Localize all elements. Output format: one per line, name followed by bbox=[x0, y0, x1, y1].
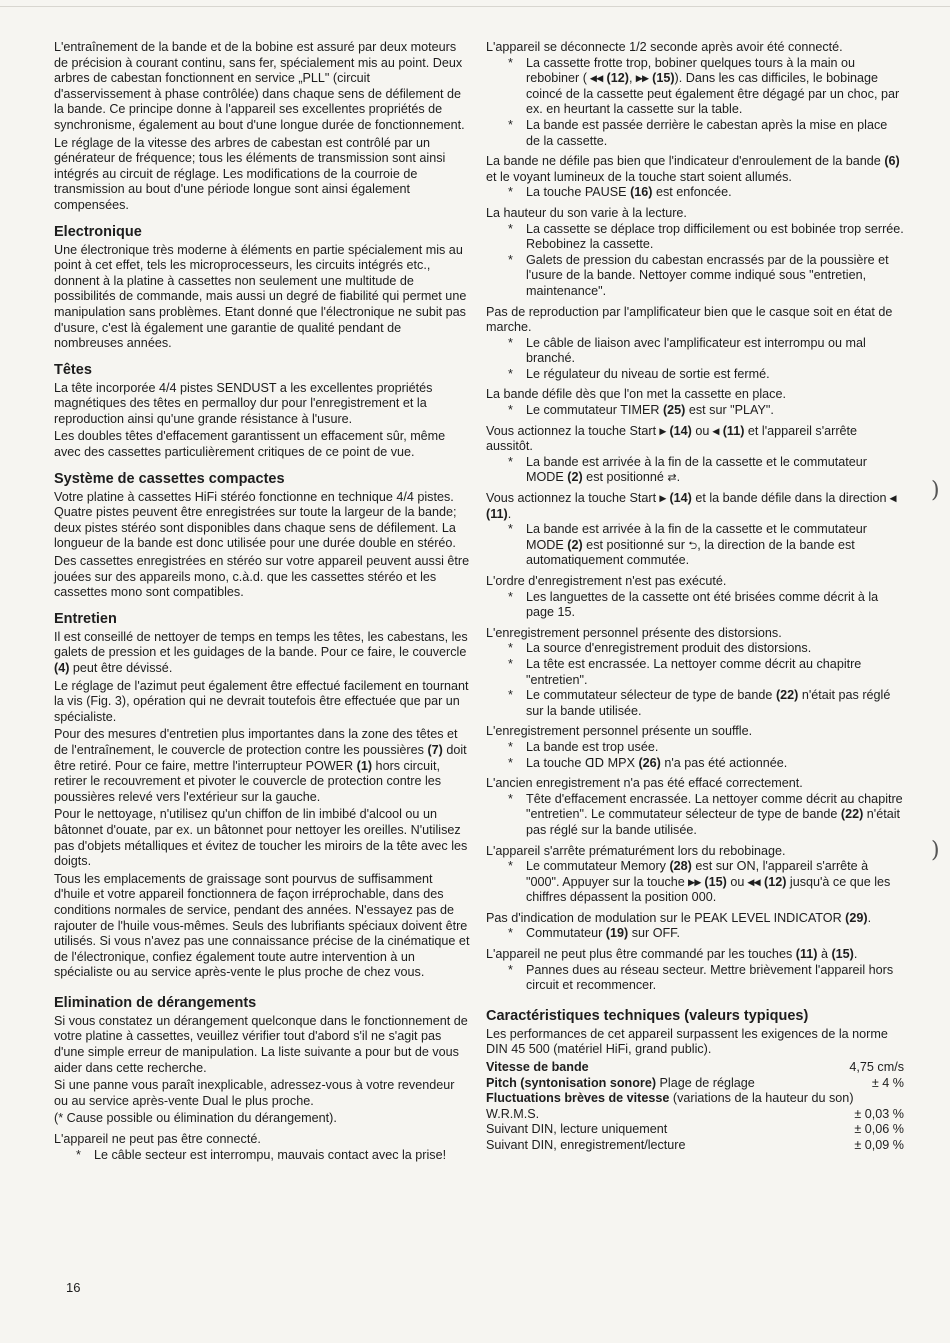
entretien-text: Le réglage de l'azimut peut également être effectué facilement en tournant la vis (Fig. 3), opération qui ne devrait toutefois être effectuée que par un spécialiste. bbox=[54, 678, 469, 724]
binding-mark: ) bbox=[931, 478, 940, 503]
play-reverse-icon: ◂ bbox=[712, 423, 720, 438]
entretien-text: Pour le nettoyage, n'utilisez qu'un chiffon de lin imbibé d'alcool ou un bâtonnet d'ouate, par ex. un bâtonnet pour nettoyer les oreilles. N'utilisez pas d'objets métalliques et évitez de toucher les miroirs de la tête avec les doigts. bbox=[54, 807, 468, 869]
trouble-bullet: * La bande est arrivée à la fin de la cassette et le commutateur MODE (2) est positionné sur ⮌, la direction de la bande est automatiquement commutée. bbox=[486, 522, 904, 569]
trouble-lead: L'appareil se déconnecte 1/2 seconde après avoir été connecté. bbox=[486, 40, 843, 54]
elimination-text: Si une panne vous paraît inexplicable, adressez-vous à votre revendeur ou au service après-vente Dual le plus proche. bbox=[54, 1078, 455, 1108]
trouble-bullet: * La bande est arrivée à la fin de la cassette et le commutateur MODE (2) est positionné ⇄. bbox=[486, 455, 904, 486]
spec-row: Fluctuations brèves de vitesse (variations de la hauteur du son) bbox=[486, 1091, 854, 1106]
entretien-text: Pour des mesures d'entretien plus importantes dans la zone des têtes et de l'entraînement, le couvercle de protection contre les poussières (7) doit être retiré. Pour ce faire, mettre l'interrupteur POWER (1) hors circuit, retirer le recouvrement et pivoter le couvercle de protection contre les poussières relevé vers l'extérieur sur la gauche. bbox=[54, 727, 467, 804]
spec-row: Vitesse de bande 4,75 cm/s bbox=[486, 1060, 904, 1075]
binding-mark: ) bbox=[931, 838, 940, 863]
rewind-icon: ◂◂ bbox=[747, 874, 761, 889]
trouble-bullet: * La bande est trop usée. bbox=[486, 740, 904, 756]
trouble-bullet: * La cassette se déplace trop difficilement ou est bobinée trop serrée. Rebobinez la cassette. bbox=[486, 222, 904, 253]
trouble-bullet: * Tête d'effacement encrassée. La nettoyer comme décrit au chapitre "entretien". Le commutateur sélecteur de type de bande (22) n'était pas réglé sur la bande utilisée. bbox=[486, 792, 904, 839]
intro-paragraph: Le réglage de la vitesse des arbres de cabestan est contrôlé par un générateur de fréquence; tous les éléments de transmission sont ainsi intégrés au circuit de réglage. Les modifications de la courroie de transmission au bout d'une période longue sont ainsi également compensées. bbox=[54, 135, 446, 212]
trouble-lead: La bande ne défile pas bien que l'indicateur d'enroulement de la bande (6) et le voyant lumineux de la touche start soient allumés. bbox=[486, 154, 900, 184]
trouble-lead: La bande défile dès que l'on met la cassette en place. bbox=[486, 387, 786, 402]
trouble-lead: Vous actionnez la touche Start ▸ (14) ou ◂ (11) et l'appareil s'arrête aussitôt. bbox=[486, 423, 858, 454]
tetes-text: Les doubles têtes d'effacement garantissent un effacement sûr, même avec des cassettes particulièrement critiques de ce point de vue. bbox=[54, 429, 446, 460]
electronique-text: Une électronique très moderne à éléments en partie spécialement mis au point à cet effet, tels les microprocesseurs, les circuits intégrés etc., donnent à la platine à cassettes non seulement une multitude de possibilités de commande, mais aussi un degré de fiabilité qui permet une manipulation sans problèmes. Etant donné que l'électronique ne subit pas d'usure, c'est là également une garantie de qualité pendant de nombreuses années. bbox=[54, 242, 467, 351]
left-column bbox=[54, 40, 470, 1163]
mode-oneway-icon: ⇄ bbox=[667, 471, 677, 485]
entretien-text: Il est conseillé de nettoyer de temps en temps les têtes, les cabestans, les galets de pression et les guidages de la bande. Pour ce faire, le couvercle (4) peut être dévissé. bbox=[54, 629, 468, 675]
trouble-lead: L'appareil s'arrête prématurément lors du rebobinage. bbox=[486, 843, 786, 858]
page-number: 16 bbox=[66, 1280, 81, 1295]
trouble-lead: Pas de reproduction par l'amplificateur bien que le casque soit en état de marche. bbox=[486, 304, 893, 335]
mode-autoreverse-icon: ⮌ bbox=[688, 538, 698, 552]
top-rule bbox=[0, 6, 950, 7]
trouble-bullet: * La touche ᗡᗞ MPX (26) n'a pas été actionnée. bbox=[486, 756, 904, 772]
spec-row: W.R.M.S. ± 0,03 % bbox=[486, 1106, 904, 1121]
trouble-bullet: * Le câble secteur est interrompu, mauvais contact avec la prise! bbox=[54, 1148, 470, 1164]
play-forward-icon: ▸ bbox=[659, 491, 666, 506]
trouble-bullet: * Le câble de liaison avec l'amplificateur est interrompu ou mal branché. bbox=[486, 336, 904, 367]
systeme-text: Votre platine à cassettes HiFi stéréo fonctionne en technique 4/4 pistes. Quatre pistes peuvent être enregistrées sur toute la largeur de la bande; deux pistes stéréo sont disponibles dans chaque sens de défilement. La longueur de la bande est donc utilisée pour une durée double en stéréo. bbox=[54, 489, 457, 551]
trouble-lead: L'ordre d'enregistrement n'est pas exécuté. bbox=[486, 574, 727, 588]
trouble-bullet: * La tête est encrassée. La nettoyer comme décrit au chapitre "entretien". bbox=[486, 657, 904, 688]
trouble-bullet: * Le commutateur TIMER (25) est sur "PLAY". bbox=[486, 403, 904, 419]
trouble-bullet: * Le commutateur sélecteur de type de bande (22) n'était pas réglé sur la bande utilisée. bbox=[486, 688, 904, 719]
tetes-heading: Têtes bbox=[54, 361, 92, 378]
trouble-lead: L'ancien enregistrement n'a pas été effacé correctement. bbox=[486, 776, 803, 791]
electronique-heading: Electronique bbox=[54, 223, 142, 240]
fast-forward-icon: ▸▸ bbox=[688, 874, 701, 889]
trouble-bullet: * Galets de pression du cabestan encrassés par de la poussière et l'usure de la bande. Nettoyer comme indiqué sous "entretien, maintenance". bbox=[486, 253, 904, 300]
right-column bbox=[486, 40, 904, 1154]
trouble-lead: Vous actionnez la touche Start ▸ (14) et la bande défile dans la direction ◂ (11). bbox=[486, 491, 897, 521]
intro-paragraph: L'entraînement de la bande et de la bobine est assuré par deux moteurs de précision à courant continu, sans fer, spécialement mis au point. Deux arbres de cabestan fonctionnent en service „PLL" (circuit d'asservissement à phase contrôlée) dans chaque sens de défilement de la bande. Ce principe donne à l'appareil ses excellentes propriétés de synchronisme, également au bout d'une longue durée de fonctionnement. bbox=[54, 40, 465, 132]
trouble-lead: L'appareil ne peut plus être commandé par les touches (11) à (15). bbox=[486, 947, 858, 962]
trouble-lead: L'enregistrement personnel présente des distorsions. bbox=[486, 625, 782, 640]
play-reverse-icon: ◂ bbox=[890, 491, 897, 506]
play-forward-icon: ▸ bbox=[659, 423, 666, 438]
systeme-heading: Système de cassettes compactes bbox=[54, 470, 285, 487]
elimination-text: (* Cause possible ou élimination du dérangement). bbox=[54, 1111, 337, 1126]
specs-table bbox=[486, 1060, 904, 1154]
trouble-bullet: * Commutateur (19) sur OFF. bbox=[486, 926, 904, 942]
trouble-bullet: * Pannes dues au réseau secteur. Mettre brièvement l'appareil hors circuit et recommencer. bbox=[486, 963, 904, 994]
systeme-text: Des cassettes enregistrées en stéréo sur votre appareil peuvent aussi être jouées sur des appareils mono, c.à.d. que les cassettes stéréo et les cassettes mono sont compatibles. bbox=[54, 554, 470, 600]
trouble-bullet: * La bande est passée derrière le cabestan après la mise en place de la cassette. bbox=[486, 118, 904, 149]
tetes-text: La tête incorporée 4/4 pistes SENDUST a les excellentes propriétés magnétiques des têtes en permalloy dur pour l'enregistrement et la reproduction ainsi qu'une grande résistance à l'usure. bbox=[54, 380, 433, 426]
specs-heading: Caractéristiques techniques (valeurs typiques) bbox=[486, 1007, 809, 1024]
trouble-bullet: * La touche PAUSE (16) est enfoncée. bbox=[486, 185, 904, 201]
trouble-lead: L'appareil ne peut pas être connecté. bbox=[54, 1132, 261, 1147]
trouble-lead: La hauteur du son varie à la lecture. bbox=[486, 205, 687, 220]
elimination-text: Si vous constatez un dérangement quelconque dans le fonctionnement de votre platine à cassettes, veuillez vérifier tout d'abord s'il ne s'agit pas d'une simple erreur de manipulation. La liste suivante a pour but de vous aider dans cette recherche. bbox=[54, 1013, 468, 1075]
trouble-bullet: * La cassette frotte trop, bobiner quelques tours à la main ou rebobiner ( ◂◂ (12), ▸▸ (15)). Dans les cas difficiles, le bobinage coincé de la cassette peut également être dégagé par un choc, par ex. en heurtant la cassette sur la table. bbox=[486, 56, 904, 118]
entretien-text: Tous les emplacements de graissage sont pourvus de suffisamment d'huile et votre appareil fonctionnera de façon irréprochable, dans des conditions normales de service, pendant des années. N'essayez pas de rajouter de l'huile vous-mêmes. Seuls des lubrifiants spéciaux doivent être utilisés. Si vous n'avez pas une connaissance précise de la cinématique et de l'électronique, confiez également toute autre intervention à un spécialiste ou au service après-vente le plus proche de chez vous. bbox=[54, 871, 470, 980]
trouble-bullet: * Le commutateur Memory (28) est sur ON, l'appareil s'arrête à "000". Appuyer sur la touche ▸▸ (15) ou ◂◂ (12) jusqu'à ce que les chiffres dépassent la position 000. bbox=[486, 859, 904, 906]
spec-row: Suivant DIN, enregistrement/lecture ± 0,09 % bbox=[486, 1138, 904, 1152]
trouble-bullet: * La source d'enregistrement produit des distorsions. bbox=[486, 641, 904, 657]
trouble-bullet: * Le régulateur du niveau de sortie est fermé. bbox=[486, 367, 904, 383]
trouble-bullet: * Les languettes de la cassette ont été brisées comme décrit à la page 15. bbox=[486, 590, 904, 621]
specs-intro: Les performances de cet appareil surpassent les exigences de la norme DIN 45 500 (matériel HiFi, grand public). bbox=[486, 1026, 888, 1057]
entretien-heading: Entretien bbox=[54, 610, 117, 627]
trouble-lead: L'enregistrement personnel présente un souffle. bbox=[486, 724, 753, 739]
elimination-heading: Elimination de dérangements bbox=[54, 994, 257, 1011]
trouble-lead: Pas d'indication de modulation sur le PEAK LEVEL INDICATOR (29). bbox=[486, 910, 872, 925]
spec-row: Pitch (syntonisation sonore) Plage de réglage ± 4 % bbox=[486, 1075, 904, 1090]
spec-row: Suivant DIN, lecture uniquement ± 0,06 % bbox=[486, 1122, 904, 1137]
